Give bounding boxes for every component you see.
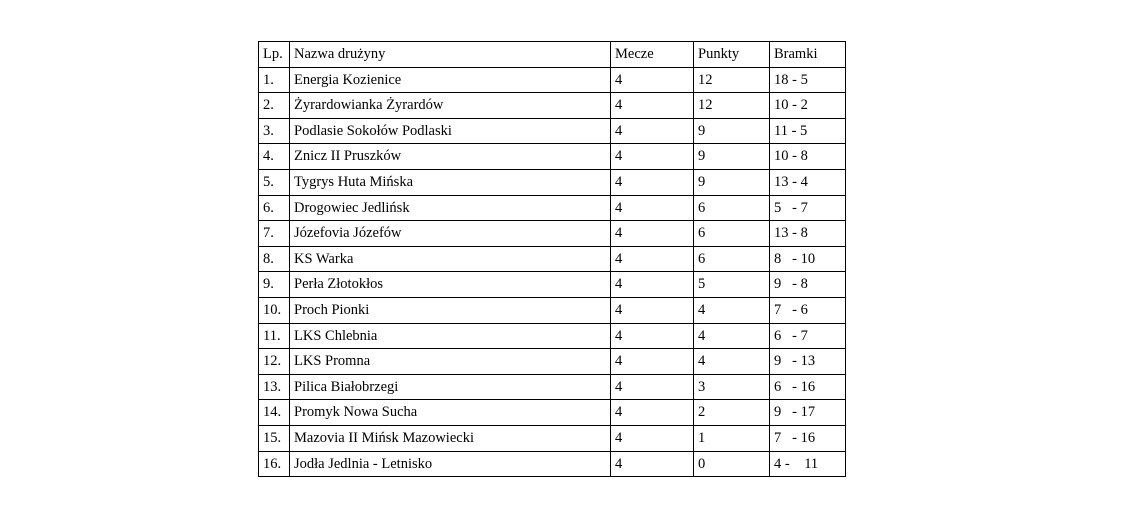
cell-lp: 11. (259, 323, 290, 349)
cell-lp: 7. (259, 221, 290, 247)
cell-lp: 5. (259, 169, 290, 195)
cell-goals: 18 - 5 (770, 67, 846, 93)
cell-matches: 4 (611, 400, 694, 426)
cell-points: 4 (694, 349, 770, 375)
cell-lp: 10. (259, 297, 290, 323)
cell-lp: 6. (259, 195, 290, 221)
cell-team-name: Drogowiec Jedlińsk (290, 195, 611, 221)
cell-points: 4 (694, 297, 770, 323)
table-row (259, 451, 846, 477)
cell-team-name: Mazovia II Mińsk Mazowiecki (290, 425, 611, 451)
cell-matches: 4 (611, 169, 694, 195)
header-points: Punkty (694, 42, 770, 68)
header-matches: Mecze (611, 42, 694, 68)
cell-team-name: LKS Chlebnia (290, 323, 611, 349)
cell-points: 6 (694, 195, 770, 221)
cell-lp: 1. (259, 67, 290, 93)
cell-matches: 4 (611, 349, 694, 375)
cell-team-name: KS Warka (290, 246, 611, 272)
cell-matches: 4 (611, 195, 694, 221)
cell-points: 12 (694, 93, 770, 119)
cell-team-name: Promyk Nowa Sucha (290, 400, 611, 426)
cell-points: 9 (694, 118, 770, 144)
cell-team-name: Pilica Białobrzegi (290, 374, 611, 400)
cell-points: 6 (694, 246, 770, 272)
table-row (259, 323, 846, 349)
cell-team-name: Józefovia Józefów (290, 221, 611, 247)
cell-matches: 4 (611, 272, 694, 298)
cell-lp: 3. (259, 118, 290, 144)
cell-points: 0 (694, 451, 770, 477)
cell-goals: 6 - 16 (770, 374, 846, 400)
cell-team-name: Perła Złotokłos (290, 272, 611, 298)
table-row (259, 349, 846, 375)
table-header-row (259, 42, 846, 68)
cell-lp: 4. (259, 144, 290, 170)
header-goals: Bramki (770, 42, 846, 68)
cell-team-name: Jodła Jedlnia - Letnisko (290, 451, 611, 477)
cell-points: 3 (694, 374, 770, 400)
cell-team-name: Podlasie Sokołów Podlaski (290, 118, 611, 144)
cell-matches: 4 (611, 451, 694, 477)
header-team-name: Nazwa drużyny (290, 42, 611, 68)
cell-goals: 13 - 4 (770, 169, 846, 195)
cell-goals: 9 - 17 (770, 400, 846, 426)
cell-matches: 4 (611, 221, 694, 247)
cell-points: 6 (694, 221, 770, 247)
cell-points: 9 (694, 169, 770, 195)
cell-goals: 11 - 5 (770, 118, 846, 144)
cell-matches: 4 (611, 425, 694, 451)
table-row (259, 425, 846, 451)
cell-goals: 10 - 8 (770, 144, 846, 170)
cell-lp: 2. (259, 93, 290, 119)
cell-points: 1 (694, 425, 770, 451)
cell-points: 4 (694, 323, 770, 349)
cell-lp: 14. (259, 400, 290, 426)
table-body (259, 67, 846, 477)
cell-team-name: Znicz II Pruszków (290, 144, 611, 170)
cell-goals: 6 - 7 (770, 323, 846, 349)
table-row (259, 93, 846, 119)
cell-matches: 4 (611, 246, 694, 272)
cell-lp: 15. (259, 425, 290, 451)
table-row (259, 272, 846, 298)
cell-points: 2 (694, 400, 770, 426)
cell-matches: 4 (611, 67, 694, 93)
cell-matches: 4 (611, 144, 694, 170)
standings-table (258, 41, 846, 477)
table-row (259, 297, 846, 323)
cell-matches: 4 (611, 374, 694, 400)
cell-lp: 16. (259, 451, 290, 477)
cell-points: 9 (694, 144, 770, 170)
cell-team-name: Żyrardowianka Żyrardów (290, 93, 611, 119)
table-row (259, 221, 846, 247)
cell-matches: 4 (611, 297, 694, 323)
table-row (259, 400, 846, 426)
header-lp: Lp. (259, 42, 290, 68)
cell-points: 5 (694, 272, 770, 298)
cell-team-name: Energia Kozienice (290, 67, 611, 93)
table-row (259, 118, 846, 144)
cell-goals: 13 - 8 (770, 221, 846, 247)
cell-matches: 4 (611, 323, 694, 349)
cell-points: 12 (694, 67, 770, 93)
table-row (259, 374, 846, 400)
cell-team-name: Tygrys Huta Mińska (290, 169, 611, 195)
cell-team-name: Proch Pionki (290, 297, 611, 323)
cell-team-name: LKS Promna (290, 349, 611, 375)
cell-goals: 5 - 7 (770, 195, 846, 221)
cell-goals: 9 - 8 (770, 272, 846, 298)
table-row (259, 144, 846, 170)
cell-goals: 4 - 11 (770, 451, 846, 477)
cell-goals: 10 - 2 (770, 93, 846, 119)
cell-lp: 9. (259, 272, 290, 298)
table-row (259, 169, 846, 195)
cell-lp: 13. (259, 374, 290, 400)
cell-matches: 4 (611, 118, 694, 144)
cell-lp: 12. (259, 349, 290, 375)
cell-goals: 9 - 13 (770, 349, 846, 375)
cell-goals: 7 - 6 (770, 297, 846, 323)
table-row (259, 67, 846, 93)
cell-goals: 7 - 16 (770, 425, 846, 451)
cell-goals: 8 - 10 (770, 246, 846, 272)
table-row (259, 195, 846, 221)
table-row (259, 246, 846, 272)
cell-lp: 8. (259, 246, 290, 272)
cell-matches: 4 (611, 93, 694, 119)
